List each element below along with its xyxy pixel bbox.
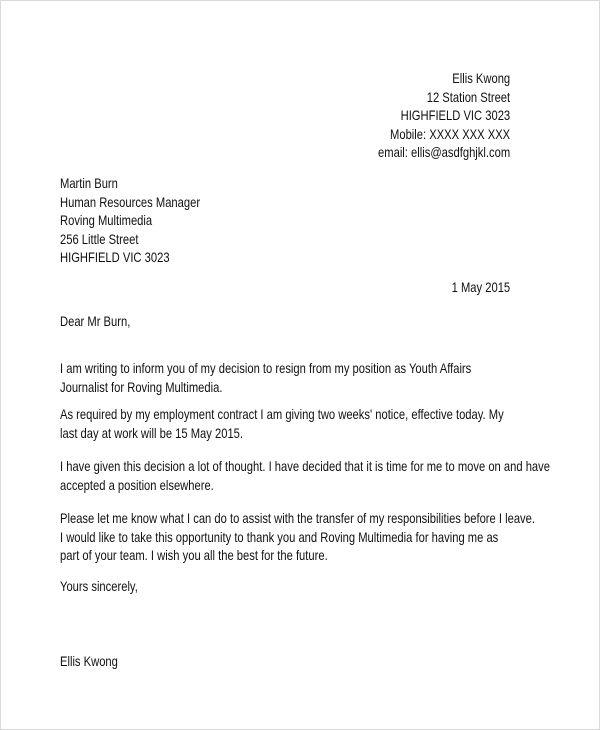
paragraph-line: As required by my employment contract I am giving two weeks' notice, effective today. My [60, 406, 504, 422]
sender-city: HIGHFIELD VIC 3023 [400, 107, 510, 124]
date-text: 1 May 2015 [451, 279, 510, 295]
paragraph-line: Please let me know what I can do to assist with the transfer of my responsibilities before I leave. [60, 510, 535, 526]
paragraph-line: Journalist for Roving Multimedia. [60, 378, 223, 395]
salutation [60, 312, 130, 331]
sender-street: 12 Station Street [426, 88, 510, 105]
paragraph-line: I have given this decision a lot of thought. I have decided that it is time for me to move on and have [60, 458, 550, 474]
recipient-name: Martin Burn [60, 175, 118, 191]
paragraph-4 [60, 509, 535, 565]
sender-address [378, 69, 510, 162]
paragraph-line: accepted a position elsewhere. [60, 476, 214, 493]
paragraph-1 [60, 359, 471, 396]
recipient-title: Human Resources Manager [60, 193, 201, 210]
letter-date [451, 278, 510, 297]
paragraph-line: part of your team. I wish you all the best for the future. [60, 547, 328, 564]
paragraph-line: last day at work will be 15 May 2015. [60, 424, 244, 441]
sender-mobile: Mobile: XXXX XXX XXX [389, 125, 510, 142]
paragraph-line: I would like to take this opportunity to thank you and Roving Multimedia for having me as [60, 528, 499, 545]
recipient-address [60, 174, 200, 267]
sender-name: Ellis Kwong [452, 70, 510, 86]
closing [60, 577, 138, 596]
paragraph-line: I am writing to inform you of my decision to resign from my position as Youth Affairs [60, 360, 472, 376]
recipient-street: 256 Little Street [60, 230, 139, 247]
recipient-company: Roving Multimedia [60, 212, 153, 229]
sender-email: email: ellis@asdfghjkl.com [377, 144, 510, 161]
paragraph-2 [60, 405, 504, 442]
signature [60, 652, 118, 671]
closing-text: Yours sincerely, [60, 578, 138, 594]
salutation-text: Dear Mr Burn, [60, 313, 131, 329]
signature-name: Ellis Kwong [60, 653, 118, 669]
recipient-city: HIGHFIELD VIC 3023 [60, 249, 170, 266]
paragraph-3 [60, 457, 550, 494]
